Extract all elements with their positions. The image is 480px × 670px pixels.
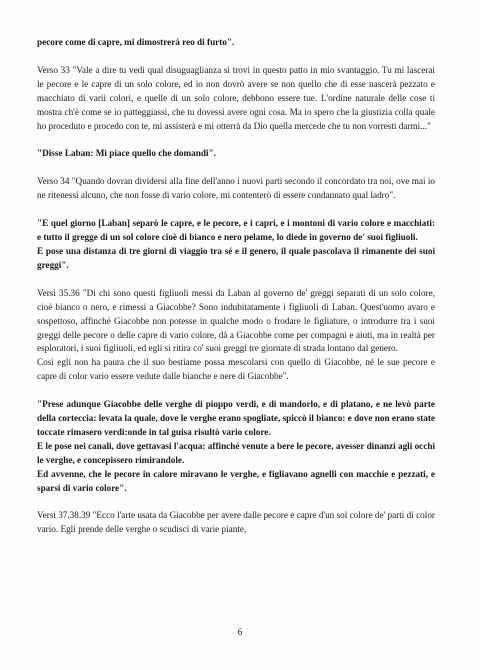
paragraph-2: Verso 33 "Vale a dire tu vedi qual disuguaglianza si trovi in questo patto in mio svantaggio. Tu mi lascerai le pecore e le capre di un solo colore, ed io non dovrò avere se non quello che di esse nascerà pezzato e macchiato di varii colori, e quelle di un solo colore, debbono essere tue. L'ordine naturale delle cose ti mostra ch'è come se io patteggiassi, che tu dovessi avere ogni cosa. Ma io spero che la giustizia colla quale ho proceduto e procedo con te, mi assisterà e mi otterrà da Dio quella mercede che tu non vorresti darmi..." <box>37 64 435 131</box>
paragraph-3: "Disse Laban: Mi piace quello che domandi". <box>37 148 216 159</box>
paragraph-6: Versi 35.36 "Di chi sono questi figliuoli messi da Laban al governo de' greggi separati di un solo colore, cioè bianco o nero, e rimessi a Giacobbe? Sono indubitatamente i figliuoli di Laban. Quest'uomo avaro e sospettoso, affinché Giacobbe non potesse in qualche modo o frodare le figliature, o introdurre tra i suoi greggi delle pecore o delle capre di vario colore, dà a Giacobbe come per compagni e aiuti, ma in realtà per esploratori, i suoi figliuoli, ed egli si ritira co' suoi greggi tre giornate di strada lontano dal genero. Così egli non ha paura che il suo bestiame possa mescolarsi con quello di Giacobbe, né le sue pecore e capre di color vario essere vedute dalle bianche e nere di Giacobbe". <box>37 287 435 382</box>
paragraph-4: Verso 34 "Quando dovran dividersi alla fine dell'anno i nuovi parti secondo il concordato tra noi, ove mai io ne ritenessi alcuno, che non fosse di vario colore, mi contenterò di essere condannato qual ladro". <box>37 176 435 201</box>
page-number: 6 <box>237 627 243 637</box>
document-body <box>37 36 435 551</box>
paragraph-1: pecore come di capre, mi dimostrerà reo di furto". <box>37 37 235 47</box>
paragraph-8: Versi 37.38.39 "Ecco l'arte usata da Giacobbe per avere dalle pecore e capre d'un sol colore de' parti di color vario. Egli prende delle verghe o scudisci di varie piante, <box>37 510 435 535</box>
paragraph-7: "Prese adunque Giacobbe delle verghe di pioppo verdi, e di mandorlo, e di platano, e ne levò parte della corteccia: levata la quale, dove le verghe erano spogliate, spiccò il bianco: e dove non erano state toccate rimasero verdi:onde in tal guisa risultò vario colore. E le pose nei canali, dove gettavasi l'acqua: affinché venute a bere le pecore, avesser dinanzi agli occhi le verghe, e concepissero rimirandole. Ed avvenne, che le pecore in calore miravano le verghe, e figliavano agnelli con macchie e pezzati, e sparsi di vario colore". <box>37 399 435 493</box>
paragraph-5: "E quel giorno [Laban] separò le capre, e le pecore, e i capri, e i montoni di vario colore e macchiati: e tutto il gregge di un sol colore cioè di bianco e nero pelame, lo diede in governo de' suoi figliuoli. E pose una distanza di tre giorni di viaggio tra sé e il genero, il quale pascolava il rimanente dei suoi greggi". <box>37 218 435 270</box>
